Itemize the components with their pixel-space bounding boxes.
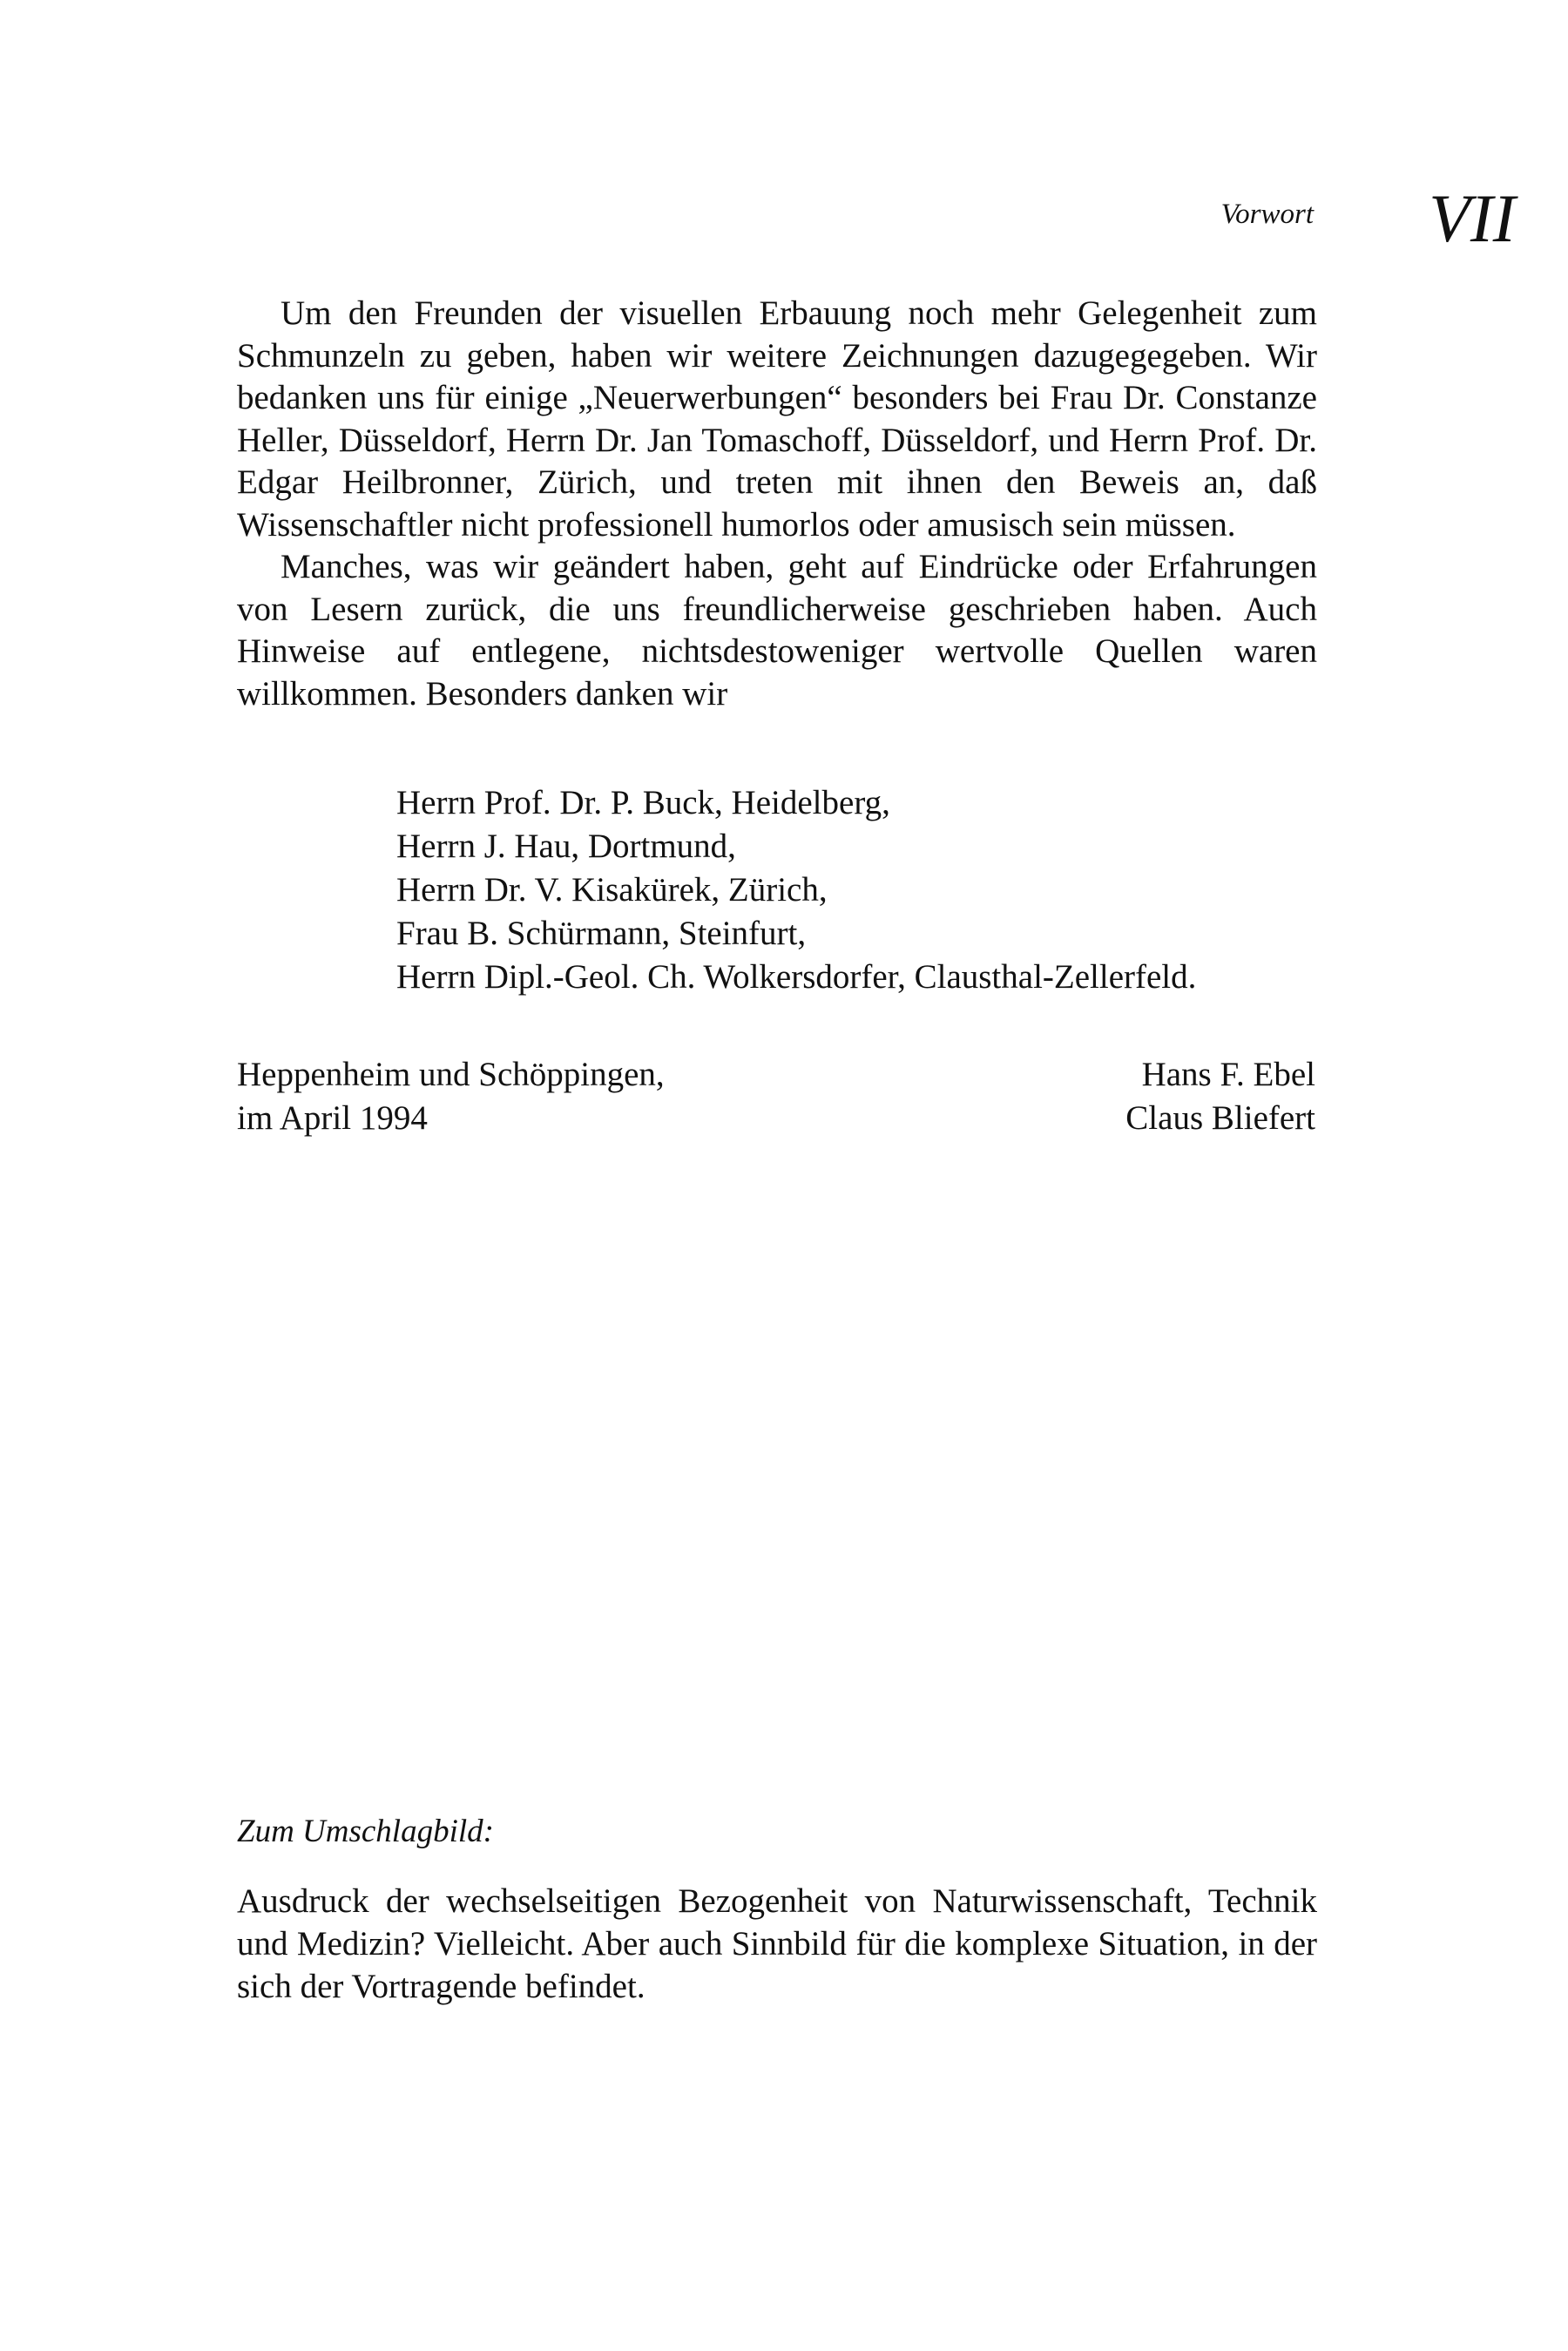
acknowledgement-item: Frau B. Schürmann, Steinfurt, [396,915,807,952]
acknowledgement-item: Herrn J. Hau, Dortmund, [396,828,736,865]
author-name: Claus Bliefert [1125,1099,1315,1137]
running-title: Vorwort [1220,199,1314,230]
page-number: VII [1429,180,1516,256]
acknowledgement-item: Herrn Prof. Dr. P. Buck, Heidelberg, [396,784,890,821]
cover-note-text: Ausdruck der wechselseitigen Bezogenheit von Naturwissenschaft, Technik und Medizin? Vielleicht. Aber auch Sinnbild für die komplexe Situation, in der sich der Vortragende befindet. [237,1882,1317,2005]
signature-date: im April 1994 [237,1099,428,1137]
signature-authors [1125,1053,1315,1140]
paragraph-1: Um den Freunden der visuellen Erbauung noch mehr Gelegenheit zum Schmunzeln zu geben, haben wir weitere Zeichnungen dazugegegeben. Wir bedanken uns für einige „Neuerwerbungen“ besonders bei Frau Dr. Constanze Heller, Düsseldorf, Herrn Dr. Jan Tomaschoff, Düsseldorf, und Herrn Prof. Dr. Edgar Heilbronner, Zürich, und treten mit ihnen den Beweis an, daß Wissenschaftler nicht professionell humorlos oder amusisch sein müssen. [237,294,1317,544]
acknowledgement-item: Herrn Dr. V. Kisakürek, Zürich, [396,871,828,909]
paragraph-2: Manches, was wir geändert haben, geht auf Eindrücke oder Erfahrungen von Lesern zurück, die uns freundlicherweise geschrieben haben. Auch Hinweise auf entlegene, nichtsdestoweniger wertvolle Quellen waren willkommen. Besonders danken wir [237,548,1317,713]
acknowledgement-list [396,781,1355,999]
signature-place-date [237,1053,665,1140]
signature-place: Heppenheim und Schöppingen, [237,1056,665,1093]
cover-note-heading: Zum Umschlagbild: [237,1814,494,1849]
preface-body [237,293,1317,715]
author-name: Hans F. Ebel [1141,1056,1315,1093]
acknowledgement-item: Herrn Dipl.-Geol. Ch. Wolkersdorfer, Clausthal-Zellerfeld. [396,958,1197,996]
